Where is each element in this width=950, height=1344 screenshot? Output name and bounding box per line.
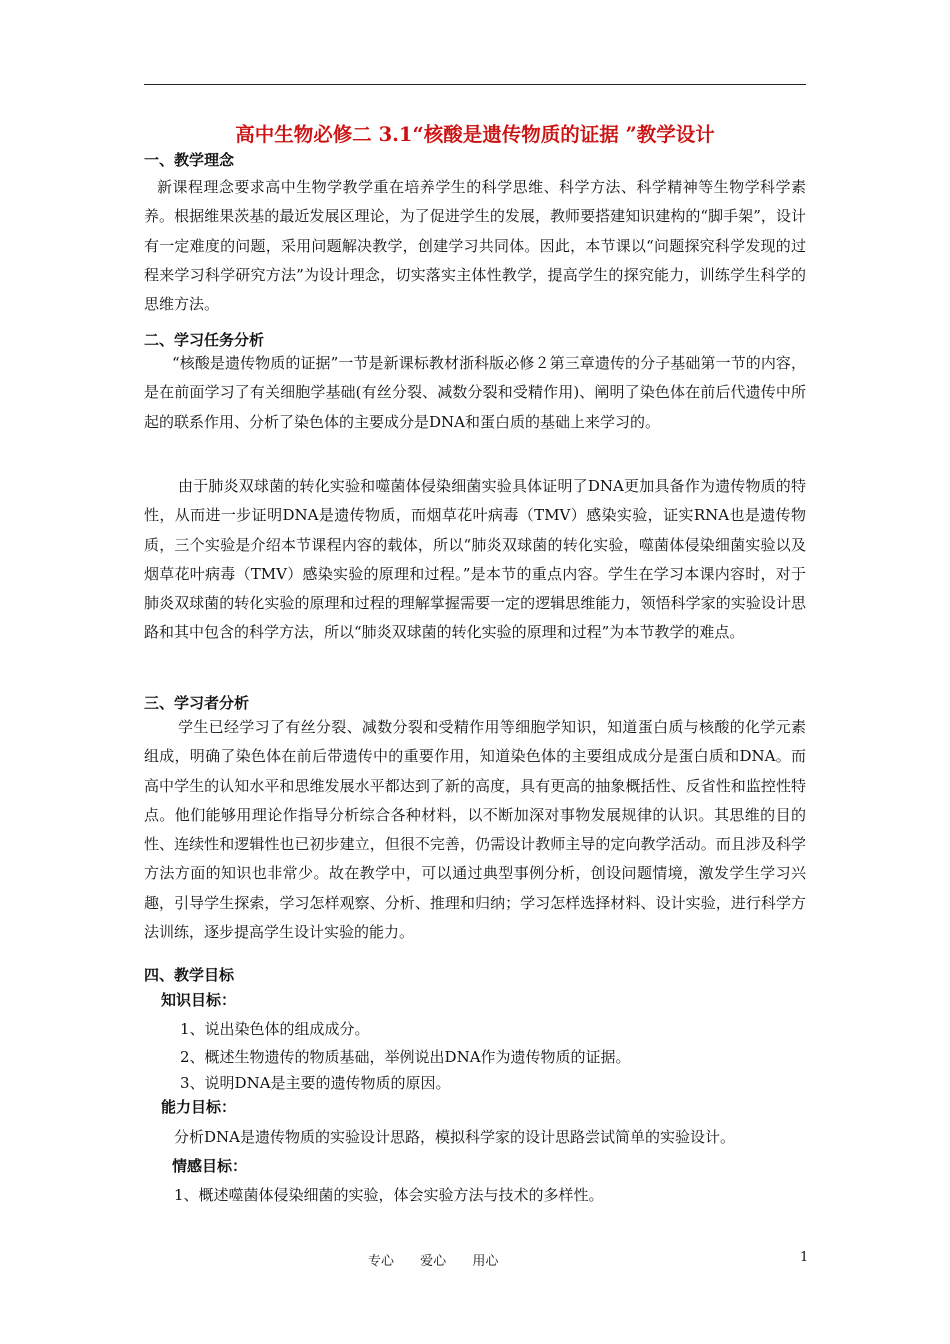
knowledge-objective-item: 1、说出染色体的组成成分。	[180, 1020, 370, 1038]
section-heading-philosophy: 一、教学理念	[144, 151, 235, 169]
ability-objective-text: 分析DNA是遗传物质的实验设计思路，模拟科学家的设计思路尝试简单的实验设计。	[174, 1128, 735, 1146]
footer-motto-word: 专心	[368, 1254, 395, 1269]
footer-motto-word: 用心	[472, 1254, 499, 1269]
knowledge-objective-item: 2、概述生物遗传的物质基础，举例说出DNA作为遗传物质的证据。	[180, 1048, 631, 1066]
page-footer	[0, 1250, 950, 1270]
paragraph-task-analysis-1: “核酸是遗传物质的证据”一节是新课标教材浙科版必修２第三章遗传的分子基础第一节的内容，是在前面学习了有关细胞学基础(有丝分裂、减数分裂和受精作用)、阐明了染色体在前后代遗传中所起的联系作用、分析了染色体的主要成分是DNA和蛋白质的基础上来学习的。	[144, 354, 806, 431]
footer-motto-word: 爱心	[420, 1254, 447, 1269]
paragraph-philosophy: 新课程理念要求高中生物学教学重在培养学生的科学思维、科学方法、科学精神等生物学科学素养。根据维果茨基的最近发展区理论，为了促进学生的发展，教师要搭建知识建构的“脚手架”，设计有一定难度的问题，采用问题解决教学，创建学习共同体。因此，本节课以“问题探究科学发现的过程来学习科学研究方法”为设计理念，切实落实主体性教学，提高学生的探究能力，训练学生科学的思维方法。	[144, 178, 806, 314]
header-rule	[144, 84, 806, 85]
section-heading-objectives: 四、教学目标	[144, 966, 235, 984]
emotion-objectives-label: 情感目标：	[172, 1157, 248, 1175]
footer-motto	[368, 1250, 568, 1269]
section-heading-learner-analysis: 三、学习者分析	[144, 694, 250, 712]
knowledge-objective-item: 3、说明DNA是主要的遗传物质的原因。	[180, 1074, 451, 1092]
paragraph-task-analysis-2: 由于肺炎双球菌的转化实验和噬菌体侵染细菌实验具体证明了DNA更加具备作为遗传物质的特性，从而进一步证明DNA是遗传物质，而烟草花叶病毒（TMV）感染实验，证实RNA也是遗传物质，三个实验是介绍本节课程内容的载体，所以“肺炎双球菌的转化实验，噬菌体侵染细菌实验以及烟草花叶病毒（TMV）感染实验的原理和过程。”是本节的重点内容。学生在学习本课内容时，对于肺炎双球菌的转化实验的原理和过程的理解掌握需要一定的逻辑思维能力，领悟科学家的实验设计思路和其中包含的科学方法，所以“肺炎双球菌的转化实验的原理和过程”为本节教学的难点。	[144, 477, 806, 642]
page-number: 1	[800, 1250, 809, 1265]
emotion-objective-item: 1、概述噬菌体侵染细菌的实验，体会实验方法与技术的多样性。	[174, 1186, 604, 1204]
document-title: 高中生物必修二 3.1“核酸是遗传物质的证据 ”教学设计	[235, 123, 715, 146]
knowledge-objectives-label: 知识目标：	[161, 991, 237, 1009]
section-heading-task-analysis: 二、学习任务分析	[144, 331, 265, 349]
ability-objectives-label: 能力目标：	[161, 1098, 237, 1116]
paragraph-learner-analysis: 学生已经学习了有丝分裂、减数分裂和受精作用等细胞学知识，知道蛋白质与核酸的化学元素组成，明确了染色体在前后带遗传中的重要作用，知道染色体的主要组成成分是蛋白质和DNA。而高中学生的认知水平和思维发展水平都达到了新的高度，具有更高的抽象概括性、反省性和监控性特点。他们能够用理论作指导分析综合各种材料，以不断加深对事物发展规律的认识。其思维的目的性、连续性和逻辑性也已初步建立，但很不完善，仍需设计教师主导的定向教学活动。而且涉及科学方法方面的知识也非常少。故在教学中，可以通过典型事例分析，创设问题情境，激发学生学习兴趣，引导学生探索，学习怎样观察、分析、推理和归纳；学习怎样选择材料、设计实验，进行科学方法训练，逐步提高学生设计实验的能力。	[144, 718, 806, 942]
